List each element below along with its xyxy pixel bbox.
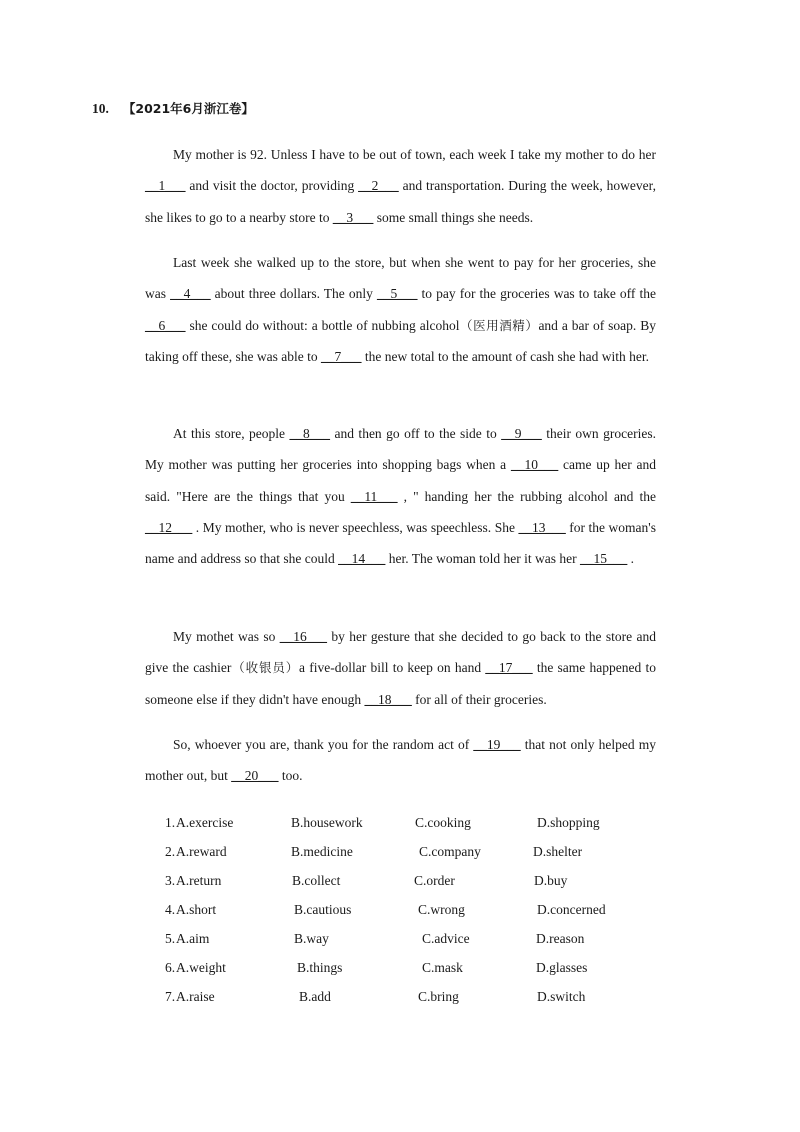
option-c[interactable]: C.bring xyxy=(418,989,459,1004)
blank-7[interactable]: __7___ xyxy=(320,348,362,364)
option-number: 4. xyxy=(165,902,176,917)
question-heading xyxy=(92,99,254,117)
option-a[interactable]: A.short xyxy=(176,902,217,917)
option-b[interactable]: B.things xyxy=(297,960,343,975)
option-number: 7. xyxy=(165,989,176,1004)
blank-15[interactable]: __15___ xyxy=(580,551,628,567)
option-a[interactable]: A.exercise xyxy=(176,815,234,830)
option-c[interactable]: C.order xyxy=(414,873,455,888)
paragraph-4: My mothet was so __16___ by her gesture that she decided to go back to the store and give the cashier（收银员）a five-dollar bill to keep on hand __17___ the same happened to someone else if they didn't have enough __18___ for all of their groceries. xyxy=(145,629,657,707)
blank-8[interactable]: __8___ xyxy=(289,426,330,441)
paragraph-5: So, whoever you are, thank you for the random act of __19___ that not only helped my mother out, but __20___ too. xyxy=(145,737,656,784)
blank-14[interactable]: __14___ xyxy=(338,551,386,567)
option-b[interactable]: B.collect xyxy=(292,873,341,888)
option-b[interactable]: B.add xyxy=(299,989,331,1004)
option-d[interactable]: D.reason xyxy=(536,931,585,946)
paragraph-2: Last week she walked up to the store, but when she went to pay for her groceries, she was __4___ about three dollars. The only __5___ to pay for the groceries was to take off the __6___ she could do without: a bottle of nubbing alcohol（医用酒精）and a bar of soap. By taking off these, she was able to __7___ the new total to the amount of cash she had with her. xyxy=(145,255,657,364)
option-c[interactable]: C.cooking xyxy=(415,815,471,830)
option-d[interactable]: D.shopping xyxy=(537,815,600,830)
option-d[interactable]: D.shelter xyxy=(533,844,583,859)
option-c[interactable]: C.wrong xyxy=(418,902,465,917)
option-d[interactable]: D.buy xyxy=(534,873,568,888)
blank-18[interactable]: __18___ xyxy=(364,691,412,707)
blank-5[interactable]: __5___ xyxy=(376,286,418,302)
option-c[interactable]: C.company xyxy=(419,844,481,859)
option-number: 1. xyxy=(165,815,176,830)
option-c[interactable]: C.mask xyxy=(422,960,463,975)
option-number: 5. xyxy=(165,931,176,946)
blank-6[interactable]: __6___ xyxy=(145,317,186,333)
blank-13[interactable]: __13___ xyxy=(518,519,566,535)
option-a[interactable]: A.raise xyxy=(176,989,215,1004)
option-c[interactable]: C.advice xyxy=(422,931,470,946)
blank-11[interactable]: __11___ xyxy=(350,488,398,504)
paragraph-1: My mother is 92. Unless I have to be out of town, each week I take my mother to do her __1___ and visit the doctor, providing __2___ and transportation. During the week, however, she likes to go to a nearby store to __3___ some small things she needs. xyxy=(145,147,657,225)
blank-10[interactable]: __10___ xyxy=(510,457,559,473)
blank-2[interactable]: __2___ xyxy=(358,178,399,194)
blank-20[interactable]: __20___ xyxy=(231,768,279,784)
option-b[interactable]: B.cautious xyxy=(294,902,352,917)
option-number: 3. xyxy=(165,873,176,888)
option-b[interactable]: B.medicine xyxy=(291,844,353,859)
option-b[interactable]: B.way xyxy=(294,931,329,946)
blank-1[interactable]: __1___ xyxy=(145,178,186,194)
question-number: 10. xyxy=(92,101,109,116)
option-b[interactable]: B.housework xyxy=(291,815,363,830)
option-d[interactable]: D.glasses xyxy=(536,960,588,975)
blank-12[interactable]: __12___ xyxy=(145,519,193,535)
option-d[interactable]: D.switch xyxy=(537,989,586,1004)
option-a[interactable]: A.aim xyxy=(176,931,210,946)
option-a[interactable]: A.return xyxy=(176,873,222,888)
question-source: 【2021年6月浙江卷】 xyxy=(122,101,254,116)
blank-3[interactable]: __3___ xyxy=(332,209,374,225)
option-number: 2. xyxy=(165,844,176,859)
option-a[interactable]: A.reward xyxy=(176,844,227,859)
option-d[interactable]: D.concerned xyxy=(537,902,606,917)
paragraph-3: At this store, people __8___ and then go off to the side to __9___ their own groceries. My mother was putting her groceries into shopping bags when a __10___ came up her and said. "Here are the things that you __11___ , " handing her the rubbing alcohol and the __12___ . My mother, who is never speechless, was speechless. She __13___ for the woman's name and address so that she could __14___ her. The woman told her it was her __15___ . xyxy=(145,426,656,567)
option-a[interactable]: A.weight xyxy=(176,960,226,975)
blank-16[interactable]: __16___ xyxy=(279,629,327,644)
blank-9[interactable]: __9___ xyxy=(501,426,542,441)
blank-19[interactable]: __19___ xyxy=(473,737,521,752)
blank-4[interactable]: __4___ xyxy=(170,286,211,302)
option-number: 6. xyxy=(165,960,176,975)
blank-17[interactable]: __17___ xyxy=(485,660,533,676)
